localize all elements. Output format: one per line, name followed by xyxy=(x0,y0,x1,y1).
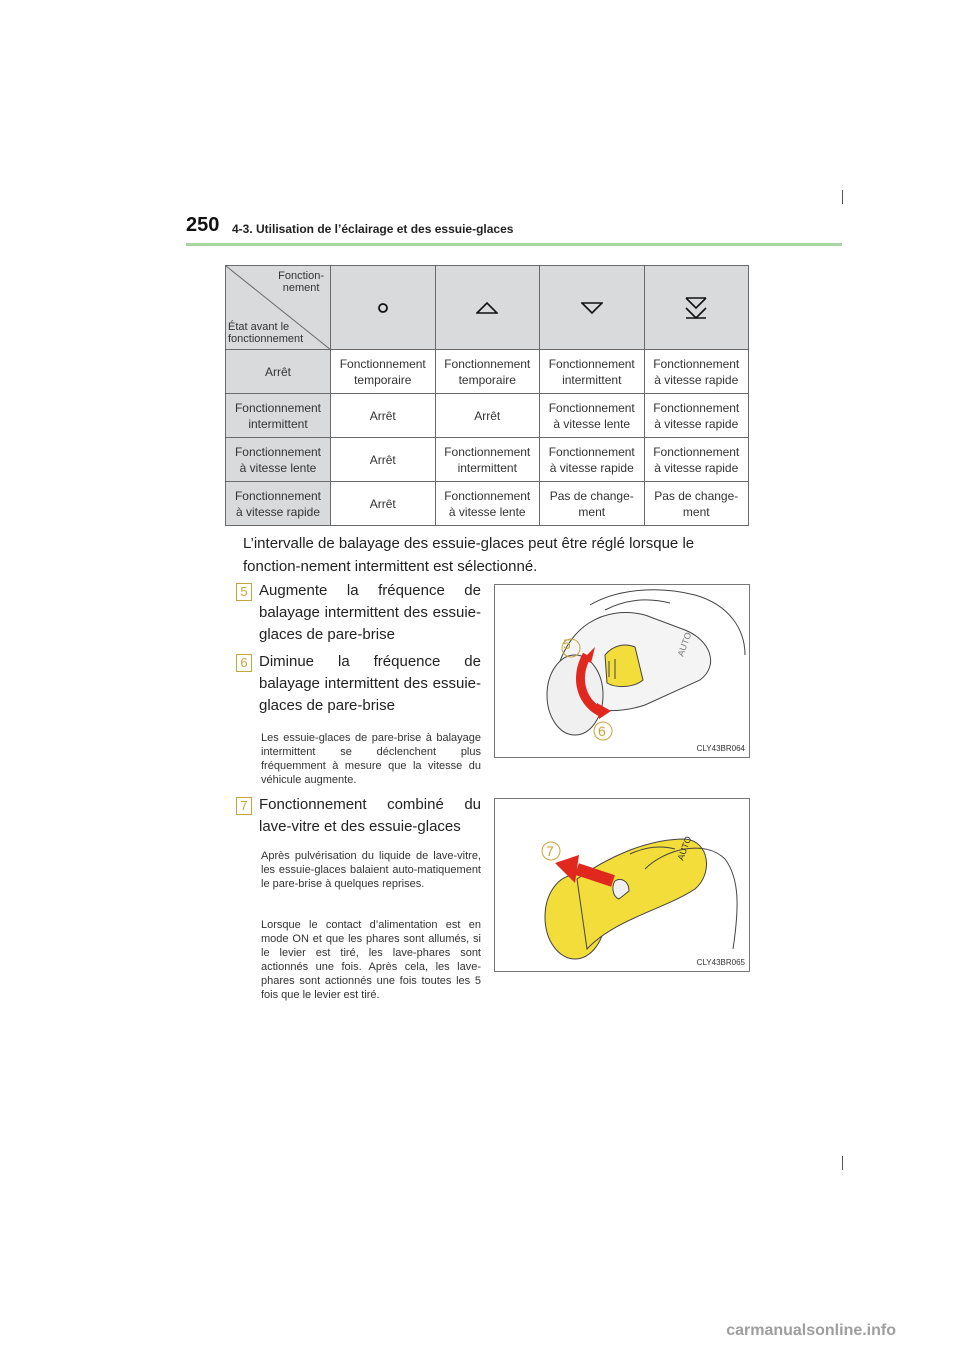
figure-code: CLY43BR065 xyxy=(696,958,745,967)
table-cell: Pas de change- ment xyxy=(540,482,645,526)
figure-label-5: 5 xyxy=(563,636,571,652)
item-title: Fonctionnement combiné du lave-vitre et des essuie-glaces xyxy=(259,796,481,835)
table-row xyxy=(226,482,749,526)
table-cell: Fonctionnement à vitesse lente xyxy=(540,394,645,438)
table-row xyxy=(226,350,749,394)
table-header-row xyxy=(226,266,749,350)
header-rule xyxy=(186,243,842,246)
table-cell: Fonctionnement intermittent xyxy=(540,350,645,394)
table-cell: Fonctionnement temporaire xyxy=(331,350,436,394)
table-row xyxy=(226,394,749,438)
table-cell: Fonctionnement à vitesse rapide xyxy=(644,394,749,438)
table-corner-cell xyxy=(226,266,331,350)
table-cell: Arrêt xyxy=(435,394,540,438)
table-cell: Arrêt xyxy=(331,482,436,526)
table-cell: Fonctionnement intermittent xyxy=(435,438,540,482)
item-note: Les essuie-glaces de pare-brise à balayage intermittent se déclenchent plus fréquemment à mesure que la vitesse du véhicule augmente. xyxy=(261,732,481,786)
item-number-badge: 7 xyxy=(236,797,252,815)
item-title: Augmente la fréquence de balayage intermittent des essuie-glaces de pare-brise xyxy=(259,582,481,643)
row-state-cell: Arrêt xyxy=(226,350,331,394)
lever-rotation-drawing xyxy=(495,585,750,758)
item-note: Après pulvérisation du liquide de lave-vitre, les essuie-glaces balaient auto-matiquement le pare-brise à quelques reprises. xyxy=(261,850,481,890)
table-cell: Arrêt xyxy=(331,438,436,482)
lever-pull-illustration xyxy=(494,798,750,972)
lever-auto-text: AUTO xyxy=(675,630,694,658)
item-title: Diminue la fréquence de balayage intermittent des essuie-glaces de pare-brise xyxy=(259,653,481,714)
table-cell: Pas de change- ment xyxy=(644,482,749,526)
table-cell: Fonctionnement à vitesse rapide xyxy=(540,438,645,482)
watermark: carmanualsonline.info xyxy=(726,1322,896,1339)
section-title: 4-3. Utilisation de l’éclairage et des essuie-glaces xyxy=(232,222,514,236)
table-cell: Fonctionnement à vitesse rapide xyxy=(644,350,749,394)
intro-paragraph: L’intervalle de balayage des essuie-glaces peut être réglé lorsque le fonction-nement intermittent est sélectionné. xyxy=(243,535,695,575)
lever-pull-drawing xyxy=(495,799,750,972)
mist-circle-icon xyxy=(331,266,436,350)
crop-mark-bottom xyxy=(842,1156,843,1170)
crop-mark-top xyxy=(842,190,843,204)
row-state-cell: Fonctionnement à vitesse lente xyxy=(226,438,331,482)
page-number: 250 xyxy=(186,214,220,236)
triangle-up-icon xyxy=(435,266,540,350)
corner-label-state: État avant le fonctionnement xyxy=(228,321,304,345)
item-note: Lorsque le contact d’alimentation est en mode ON et que les phares sont allumés, si le levier est tiré, les lave-phares sont actionnés une fois. Après cela, les lave-phares sont actionnés une fois toutes les 5 fois que le levier est tiré. xyxy=(261,919,481,1001)
item-number-badge: 6 xyxy=(236,654,252,672)
figure-label-7: 7 xyxy=(546,843,554,859)
table-cell: Fonctionnement à vitesse rapide xyxy=(644,438,749,482)
lever-auto-text: AUTO xyxy=(675,834,694,862)
table-row xyxy=(226,438,749,482)
row-state-cell: Fonctionnement à vitesse rapide xyxy=(226,482,331,526)
double-chevron-down-icon xyxy=(644,266,749,350)
table-cell: Arrêt xyxy=(331,394,436,438)
table-cell: Fonctionnement temporaire xyxy=(435,350,540,394)
row-state-cell: Fonctionnement intermittent xyxy=(226,394,331,438)
lever-rotation-illustration xyxy=(494,584,750,758)
table-cell: Fonctionnement à vitesse lente xyxy=(435,482,540,526)
wiper-operation-table xyxy=(225,265,749,526)
figure-label-6: 6 xyxy=(598,723,606,739)
figure-code: CLY43BR064 xyxy=(696,744,745,753)
triangle-down-icon xyxy=(540,266,645,350)
corner-label-function: Fonction- nement xyxy=(278,270,324,294)
item-number-badge: 5 xyxy=(236,583,252,601)
